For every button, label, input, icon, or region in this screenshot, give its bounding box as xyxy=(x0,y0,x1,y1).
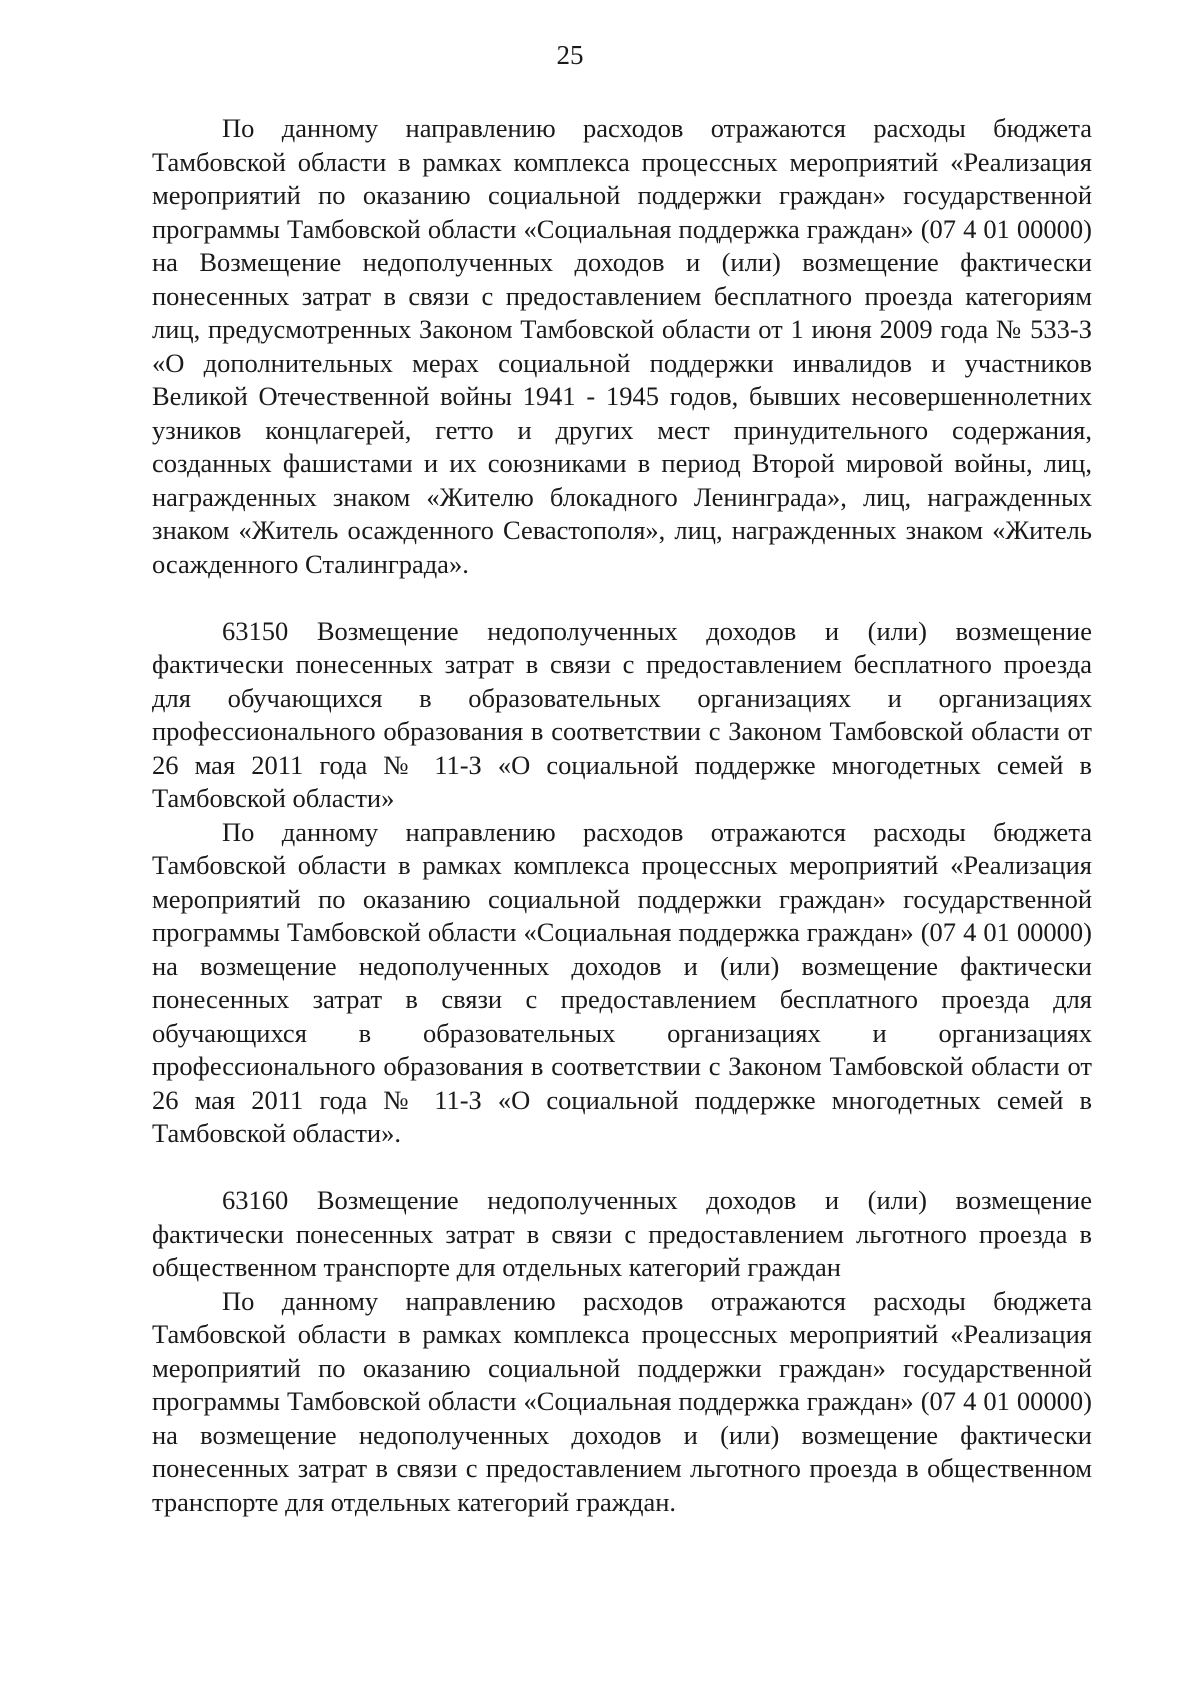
paragraph-expenses-free-travel-students: По данному направлению расходов отражаются расходы бюджета Тамбовской области в рамках комплекса процессных мероприятий «Реализация мероприятий по оказанию социальной поддержки граждан» государственной программы Тамбовской области «Социальная поддержка граждан» (07 4 01 00000) на возмещение недополученных доходов и (или) возмещение фактически понесенных затрат в связи с предоставлением бесплатного проезда для обучающихся в образовательных организациях и организациях профессионального образования в соответствии с Законом Тамбовской области от 26 мая 2011 года № 11-З «О социальной поддержке многодетных семей в Тамбовской области». xyxy=(152,816,1092,1148)
paragraph-spacer xyxy=(152,1151,1092,1185)
section-heading-63160: 63160 Возмещение недополученных доходов и (или) возмещение фактически понесенных затрат в связи с предоставлением льготного проезда в общественном транспорте для отдельных категорий граждан xyxy=(152,1185,1092,1282)
paragraph-expenses-discount-travel: По данному направлению расходов отражаются расходы бюджета Тамбовской области в рамках комплекса процессных мероприятий «Реализация мероприятий по оказанию социальной поддержки граждан» государственной программы Тамбовской области «Социальная поддержка граждан» (07 4 01 00000) на возмещение недополученных доходов и (или) возмещение фактически понесенных затрат в связи с предоставлением льготного проезда в общественном транспорте для отдельных категорий граждан. xyxy=(152,1285,1092,1517)
section-heading-63150: 63150 Возмещение недополученных доходов и (или) возмещение фактически понесенных затрат в связи с предоставлением бесплатного проезда для обучающихся в образовательных организациях и организациях профессионального образования в соответствии с Законом Тамбовской области от 26 мая 2011 года № 11-З «О социальной поддержке многодетных семей в Тамбовской области» xyxy=(152,615,1092,813)
page-number: 25 xyxy=(556,40,584,70)
paragraph-spacer xyxy=(152,581,1092,615)
paragraph-expenses-free-travel-veterans: По данному направлению расходов отражаются расходы бюджета Тамбовской области в рамках комплекса процессных мероприятий «Реализация мероприятий по оказанию социальной поддержки граждан» государственной программы Тамбовской области «Социальная поддержка граждан» (07 4 01 00000) на Возмещение недополученных доходов и (или) возмещение фактически понесенных затрат в связи с предоставлением бесплатного проезда категориям лиц, предусмотренных Законом Тамбовской области от 1 июня 2009 года № 533-З «О дополнительных мерах социальной поддержки инвалидов и участников Великой Отечественной войны 1941 - 1945 годов, бывших несовершеннолетних узников концлагерей, гетто и других мест принудительного содержания, созданных фашистами и их союзниками в период Второй мировой войны, лиц, награжденных знаком «Жителю блокадного Ленинграда», лиц, награжденных знаком «Житель осажденного Севастополя», лиц, награжденных знаком «Житель осажденного Сталинграда». xyxy=(152,113,1092,579)
document-body xyxy=(152,112,1092,1519)
